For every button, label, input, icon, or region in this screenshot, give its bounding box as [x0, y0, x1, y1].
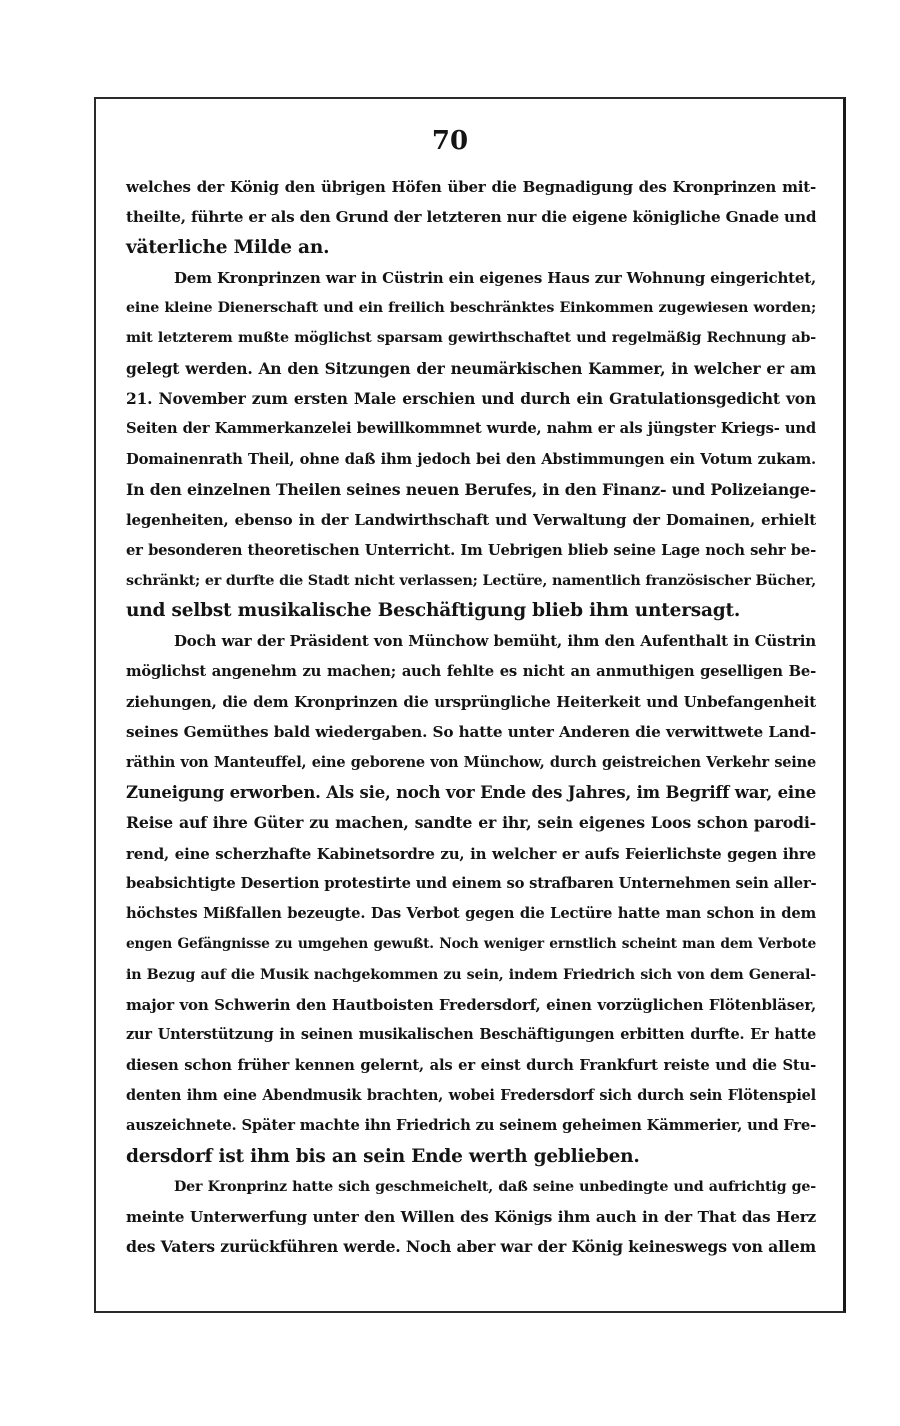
- body-text: [126, 172, 816, 1263]
- text-line: Dem Kronprinzen war in Cüstrin ein eigenes Haus zur Wohnung eingerichtet,: [174, 268, 816, 287]
- text-line: diesen schon früher kennen gelernt, als er einst durch Frankfurt reiste und die Stu-: [126, 1056, 816, 1074]
- text-line: engen Gefängnisse zu umgehen gewußt. Noch weniger ernstlich scheint man dem Verbote: [126, 936, 816, 953]
- text-line: auszeichnete. Später machte ihn Friedrich zu seinem geheimen Kämmerier, und Fre-: [126, 1117, 816, 1135]
- text-line: Seiten der Kammerkanzelei bewillkommnet wurde, nahm er als jüngster Kriegs- und: [126, 420, 816, 438]
- text-line: Der Kronprinz hatte sich geschmeichelt, daß seine unbedingte und aufrichtig ge-: [174, 1178, 816, 1195]
- text-line: ziehungen, die dem Kronprinzen die ursprüngliche Heiterkeit und Unbefangenheit: [126, 693, 816, 712]
- text-line: eine kleine Dienerschaft und ein freilich beschränktes Einkommen zugewiesen worden;: [126, 300, 816, 317]
- text-line: Doch war der Präsident von Münchow bemüht, ihm den Aufenthalt in Cüstrin: [174, 632, 816, 651]
- text-line: major von Schwerin den Hautboisten Fredersdorf, einen vorzüglichen Flötenbläser,: [126, 996, 816, 1015]
- text-line: in Bezug auf die Musik nachgekommen zu sein, indem Friedrich sich von dem General-: [126, 966, 816, 983]
- text-line: meinte Unterwerfung unter den Willen des Königs ihm auch in der That das Herz: [126, 1208, 816, 1227]
- text-line: 21. November zum ersten Male erschien und durch ein Gratulationsgedicht von: [126, 389, 816, 409]
- text-line: seines Gemüthes bald wiedergaben. So hatte unter Anderen die verwittwete Land-: [126, 723, 816, 742]
- paragraph-1: [126, 172, 816, 263]
- text-line: beabsichtigte Desertion protestirte und einem so strafbaren Unternehmen sein aller-: [126, 874, 817, 892]
- text-line: schränkt; er durfte die Stadt nicht verlassen; Lectüre, namentlich französischer Bücher,: [126, 572, 816, 589]
- text-line: Zuneigung erworben. Als sie, noch vor Ende des Jahres, im Begriff war, eine: [126, 782, 817, 802]
- text-line: rend, eine scherzhafte Kabinetsordre zu, in welcher er aufs Feierlichste gegen ihre: [126, 844, 816, 863]
- paragraph-2: [126, 263, 816, 627]
- text-line: möglichst angenehm zu machen; auch fehlte es nicht an anmuthigen geselligen Be-: [126, 662, 816, 680]
- text-line: denten ihm eine Abendmusik brachten, wobei Fredersdorf sich durch sein Flötenspiel: [126, 1086, 816, 1104]
- text-line: theilte, führte er als den Grund der letzteren nur die eigene königliche Gnade und: [126, 208, 817, 227]
- text-line: höchstes Mißfallen bezeugte. Das Verbot gegen die Lectüre hatte man schon in dem: [126, 905, 816, 923]
- text-line: mit letzterem mußte möglichst sparsam gewirthschaftet und regelmäßig Rechnung ab-: [126, 330, 816, 347]
- text-line: er besonderen theoretischen Unterricht. Im Uebrigen blieb seine Lage noch sehr be-: [126, 541, 816, 559]
- text-line: legenheiten, ebenso in der Landwirthschaft und Verwaltung der Domainen, erhielt: [126, 511, 816, 530]
- text-line: gelegt werden. An den Sitzungen der neumärkischen Kammer, in welcher er am: [126, 358, 816, 378]
- paragraph-4: [126, 1172, 816, 1263]
- text-line: Reise auf ihre Güter zu machen, sandte er ihr, sein eigenes Loos schon parodi-: [126, 813, 816, 833]
- paragraph-3: [126, 626, 816, 1171]
- text-line: welches der König den übrigen Höfen über die Begnadigung des Kronprinzen mit-: [126, 178, 816, 196]
- text-line: Domainenrath Theil, ohne daß ihm jedoch bei den Abstimmungen ein Votum zukam.: [126, 450, 816, 468]
- text-line: In den einzelnen Theilen seines neuen Berufes, in den Finanz- und Polizeiange-: [126, 479, 816, 499]
- page-number: 70: [431, 126, 469, 156]
- text-line: dersdorf ist ihm bis an sein Ende werth geblieben.: [126, 1145, 640, 1167]
- text-line: räthin von Manteuffel, eine geborene von Münchow, durch geistreichen Verkehr seine: [126, 753, 816, 771]
- text-line: und selbst musikalische Beschäftigung blieb ihm untersagt.: [126, 600, 741, 622]
- text-line: zur Unterstützung in seinen musikalischen Beschäftigungen erbitten durfte. Er hatte: [126, 1026, 816, 1044]
- text-line: väterliche Milde an.: [126, 236, 330, 258]
- text-line: des Vaters zurückführen werde. Noch aber war der König keineswegs von allem: [126, 1237, 816, 1257]
